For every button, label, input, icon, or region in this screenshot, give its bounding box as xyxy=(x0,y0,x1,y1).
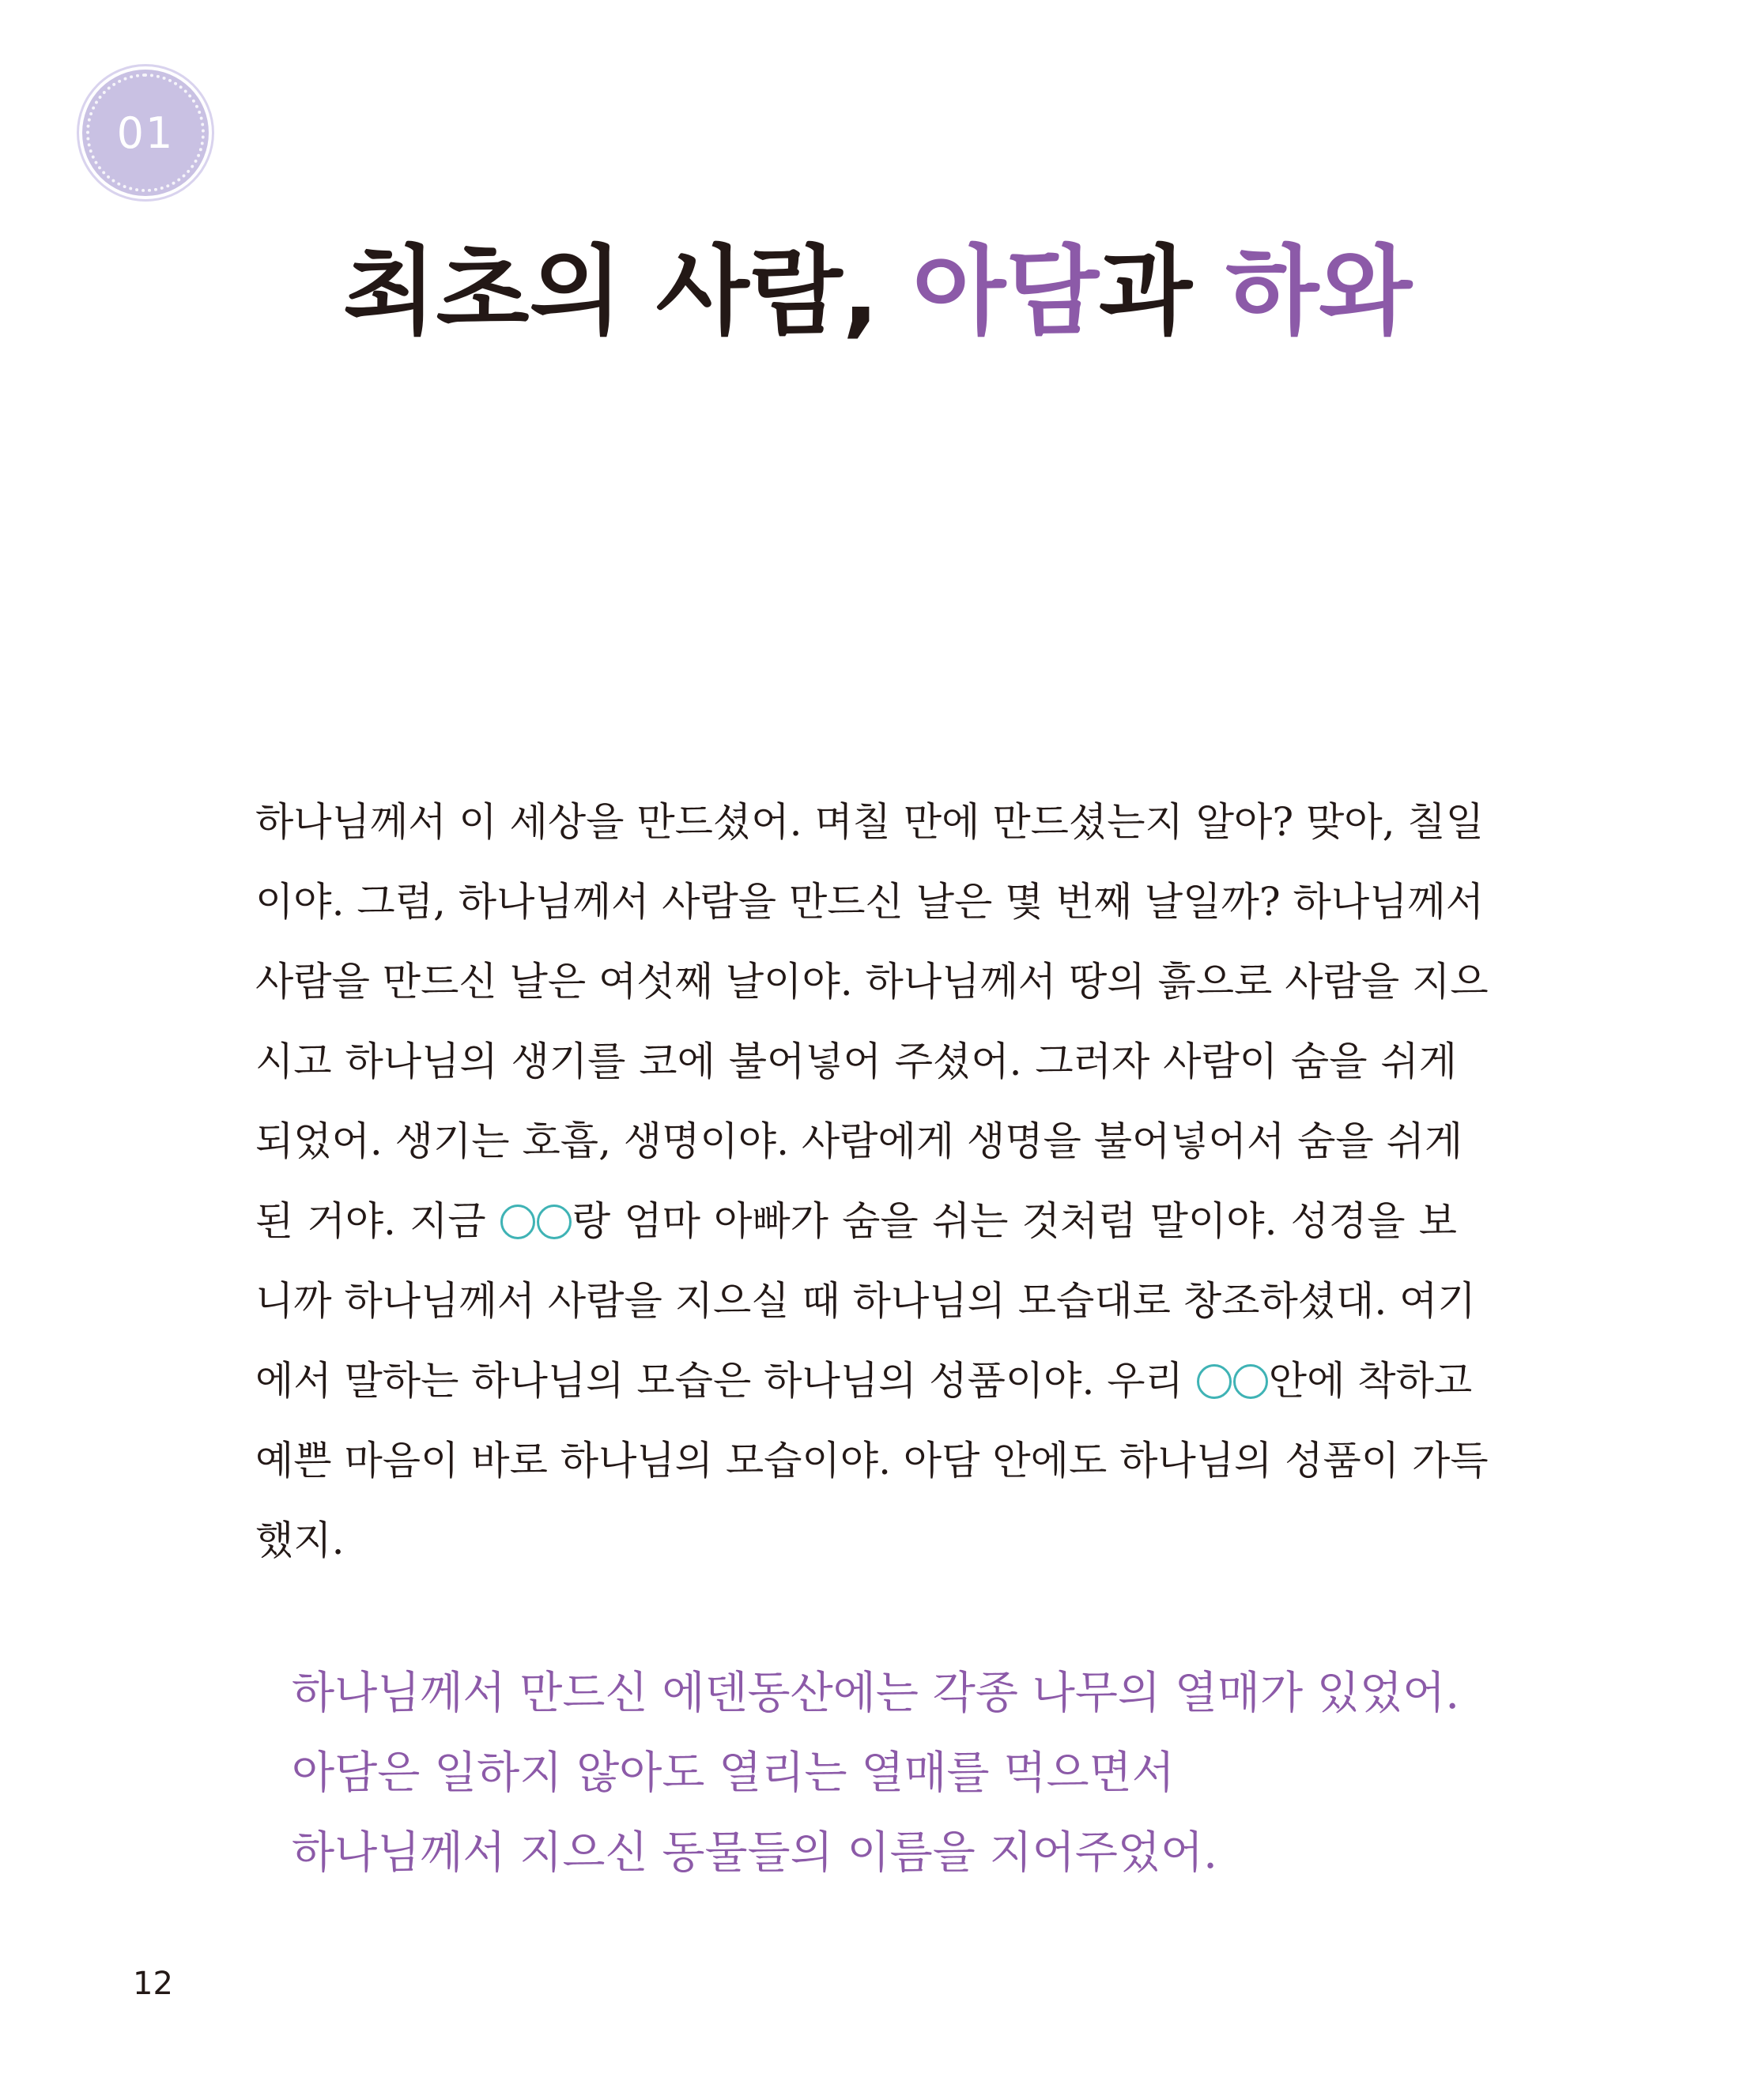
name-placeholder-circle xyxy=(500,1205,535,1239)
title-connector: 과 xyxy=(1099,236,1226,348)
name-placeholder-circle xyxy=(1197,1364,1232,1399)
name-placeholder-circle xyxy=(537,1205,572,1239)
body-line: 니까 하나님께서 사람을 지으실 때 하나님의 모습대로 창조하셨대. 여기 xyxy=(255,1278,1476,1324)
name-placeholder-circle xyxy=(1233,1364,1268,1399)
body-line: 시고 하나님의 생기를 코에 불어넣어 주셨어. 그러자 사람이 숨을 쉬게 xyxy=(255,1039,1457,1084)
body-line: 하나님께서 이 세상을 만드셨어. 며칠 만에 만드셨는지 알아? 맞아, 칠일 xyxy=(255,799,1485,845)
name-placeholder-circles xyxy=(1196,1358,1269,1404)
page-number: 12 xyxy=(133,1966,173,2002)
title-name-eve: 하와 xyxy=(1225,236,1413,348)
name-placeholder-circles xyxy=(500,1198,572,1244)
chapter-badge xyxy=(82,70,209,196)
body-line: 이야. 그럼, 하나님께서 사람을 만드신 날은 몇 번째 날일까? 하나님께서 xyxy=(255,879,1485,925)
body-line-segment: 안에 착하고 xyxy=(1268,1358,1473,1404)
body-line: 예쁜 마음이 바로 하나님의 모습이야. 아담 안에도 하나님의 성품이 가득 xyxy=(255,1438,1489,1484)
callout-line: 아담은 일하지 않아도 열리는 열매를 먹으면서 xyxy=(292,1747,1175,1799)
body-paragraph xyxy=(255,782,1489,1581)
body-line: 되었어. 생기는 호흡, 생명이야. 사람에게 생명을 불어넣어서 숨을 쉬게 xyxy=(255,1118,1463,1164)
body-line-with-name-blank xyxy=(255,1341,1473,1421)
body-line: 사람을 만드신 날은 여섯째 날이야. 하나님께서 땅의 흙으로 사람을 지으 xyxy=(255,959,1489,1005)
body-line-segment: 된 거야. 지금 xyxy=(255,1198,486,1244)
body-line-segment: 랑 엄마 아빠가 숨을 쉬는 것처럼 말이야. 성경을 보 xyxy=(572,1198,1457,1244)
title-main: 최초의 사람, xyxy=(342,236,913,348)
callout-line: 하나님께서 만드신 에덴동산에는 각종 나무의 열매가 있었어. xyxy=(292,1668,1460,1719)
chapter-number: 01 xyxy=(116,107,175,158)
callout-summary xyxy=(292,1653,1462,1893)
body-line: 했지. xyxy=(255,1518,345,1563)
body-line-with-name-blank xyxy=(255,1182,1457,1261)
body-line-segment: 에서 말하는 하나님의 모습은 하나님의 성품이야. 우리 xyxy=(255,1358,1183,1404)
page-title xyxy=(0,234,1755,349)
title-name-adam: 아담 xyxy=(912,236,1100,348)
callout-line: 하나님께서 지으신 동물들의 이름을 지어주었어. xyxy=(292,1827,1217,1879)
